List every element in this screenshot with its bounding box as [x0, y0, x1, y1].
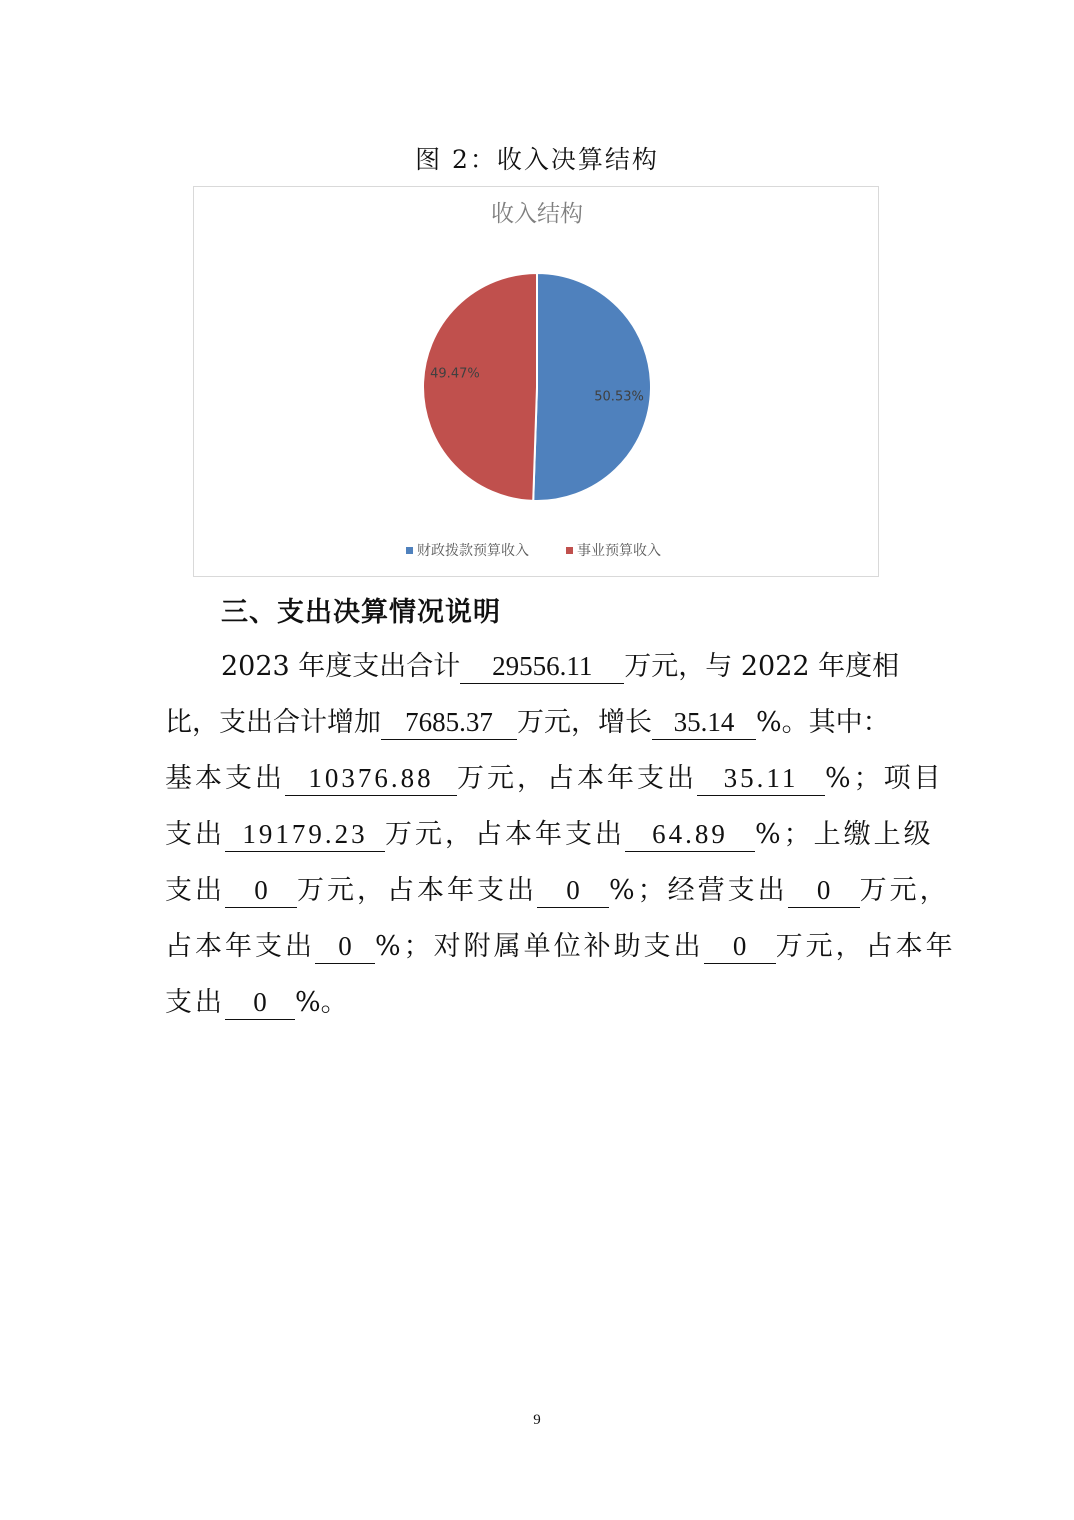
- text-segment: 支出: [165, 819, 225, 850]
- text-segment: 万元，占本年支出: [385, 819, 625, 850]
- paragraph-line-4: [165, 815, 934, 855]
- paragraph-line-5: [165, 871, 950, 911]
- page-number: 9: [533, 1412, 541, 1428]
- upper-expenditure-value: 0: [225, 873, 297, 908]
- increase-value: 7685.37: [381, 705, 517, 740]
- project-expenditure-pct: 64.89: [625, 817, 755, 852]
- upper-expenditure-pct: 0: [537, 873, 609, 908]
- text-segment: 万元，占本年支出: [297, 875, 537, 906]
- text-segment: 万元，占本年支出: [457, 763, 697, 794]
- text-segment: 万元，与 2022 年度相: [624, 651, 900, 682]
- pie-chart-canvas: [194, 187, 880, 578]
- subsidy-expenditure-value: 0: [704, 929, 776, 964]
- subsidy-expenditure-pct: 0: [225, 985, 295, 1020]
- paragraph-line-1: [165, 647, 899, 687]
- text-segment: 支出: [165, 875, 225, 906]
- text-segment: %；上缴上级: [755, 819, 934, 850]
- legend-swatch: [566, 547, 573, 554]
- paragraph-line-3: [165, 759, 944, 799]
- text-segment: %；经营支出: [609, 875, 788, 906]
- pie-slice-2: [423, 273, 537, 501]
- total-expenditure-value: 29556.11: [460, 649, 624, 684]
- text-segment: %。: [295, 987, 348, 1018]
- text-segment: 比，支出合计增加: [165, 707, 381, 738]
- text-segment: 支出: [165, 987, 225, 1018]
- slice-data-label: 50.53%: [594, 389, 644, 405]
- basic-expenditure-pct: 35.11: [697, 761, 825, 796]
- business-expenditure-value: 0: [788, 873, 860, 908]
- pie-chart: [193, 186, 879, 577]
- legend-label: 财政拨款预算收入: [417, 543, 529, 559]
- pie-slice-1: [533, 273, 651, 501]
- text-segment: 万元，增长: [517, 707, 652, 738]
- figure-caption: 图 2：收入决算结构: [415, 145, 659, 174]
- text-segment: 基本支出: [165, 763, 285, 794]
- paragraph-line-7: [165, 983, 348, 1023]
- text-segment: %。其中：: [756, 707, 890, 738]
- slice-data-label: 49.47%: [430, 366, 480, 382]
- text-segment: %；对附属单位补助支出: [375, 931, 704, 962]
- legend-swatch: [406, 547, 413, 554]
- paragraph-line-2: [165, 703, 890, 743]
- business-expenditure-pct: 0: [315, 929, 375, 964]
- text-segment: 占本年支出: [165, 931, 315, 962]
- text-segment: 万元，占本年: [775, 931, 956, 962]
- project-expenditure-value: 19179.23: [225, 817, 385, 852]
- section-heading: 三、支出决算情况说明: [221, 597, 501, 628]
- text-segment: 万元，: [859, 875, 950, 906]
- growth-value: 35.14: [652, 705, 756, 740]
- legend-label: 事业预算收入: [577, 543, 661, 559]
- paragraph-line-6: [165, 927, 956, 967]
- chart-title: 收入结构: [491, 201, 583, 227]
- basic-expenditure-value: 10376.88: [285, 761, 457, 796]
- text-segment: 2023 年度支出合计: [221, 651, 461, 682]
- text-segment: %；项目: [825, 763, 944, 794]
